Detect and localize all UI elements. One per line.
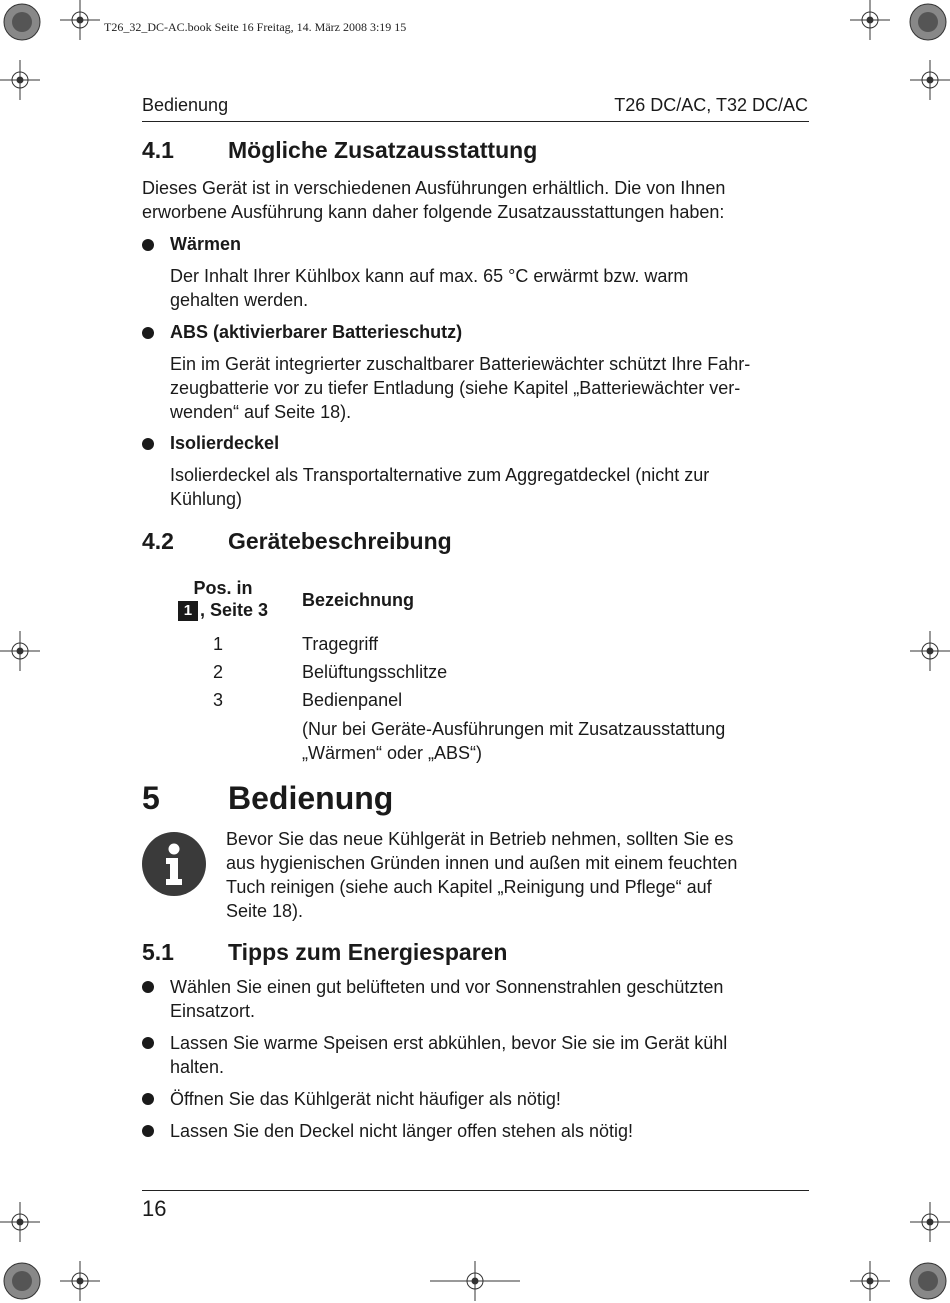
table-cell-name: Tragegriff xyxy=(302,634,379,654)
footer-rule xyxy=(142,1190,809,1191)
section-title: Mögliche Zusatzausstattung xyxy=(228,137,538,163)
header-line: Pos. in xyxy=(193,578,253,598)
info-note xyxy=(226,827,826,923)
text-line: aus hygienischen Gründen innen und außen mit einem feuchten xyxy=(226,853,738,873)
text-line: Kühlung) xyxy=(170,489,243,509)
intro-line: Dieses Gerät ist in verschiedenen Ausführungen erhältlich. Die von Ihnen xyxy=(142,178,726,198)
text-line: Lassen Sie warme Speisen erst abkühlen, bevor Sie sie im Gerät kühl xyxy=(170,1033,728,1053)
table-note xyxy=(302,717,822,765)
header-text: , Seite 3 xyxy=(199,600,269,620)
bullet-icon xyxy=(142,438,154,450)
section-heading-5-1 xyxy=(142,939,809,967)
text-line: gehalten werden. xyxy=(170,290,309,310)
starburst-mark xyxy=(4,1263,40,1299)
text-line: Ein im Gerät integrierter zuschaltbarer Batteriewächter schützt Ihre Fahr- xyxy=(170,354,751,374)
text-line: Isolierdeckel als Transportalternative zum Aggregatdeckel (nicht zur xyxy=(170,465,710,485)
crosshair-mark xyxy=(0,60,40,100)
table-cell-pos: 3 xyxy=(212,690,223,710)
intro-paragraph xyxy=(142,176,822,224)
text-line: Öffnen Sie das Kühlgerät nicht häufiger als nötig! xyxy=(170,1089,561,1109)
header-section-name: Bedienung xyxy=(142,95,229,115)
feature-title: ABS (aktivierbarer Batterieschutz) xyxy=(170,322,463,342)
table-cell-pos: 1 xyxy=(212,634,223,654)
table-header-position xyxy=(168,577,278,621)
section-number: 4.2 xyxy=(142,528,174,554)
starburst-mark xyxy=(910,1263,946,1299)
section-heading-4-2 xyxy=(142,528,809,556)
table-cell-name: Belüftungsschlitze xyxy=(302,662,448,682)
starburst-mark xyxy=(910,4,946,40)
feature-description xyxy=(170,264,830,312)
text-line: Der Inhalt Ihrer Kühlbox kann auf max. 65 °C erwärmt bzw. warm xyxy=(170,266,689,286)
text-line: Einsatzort. xyxy=(170,1001,256,1021)
feature-title: Wärmen xyxy=(170,234,242,254)
feature-description xyxy=(170,352,830,424)
crosshair-mark xyxy=(60,0,100,40)
crosshair-mark xyxy=(910,60,950,100)
chapter-number: 5 xyxy=(142,780,160,816)
section-number: 4.1 xyxy=(142,137,174,163)
info-icon xyxy=(142,832,206,896)
bullet-icon xyxy=(142,239,154,251)
text-line: Wählen Sie einen gut belüfteten und vor Sonnenstrahlen geschützten xyxy=(170,977,724,997)
section-number: 5.1 xyxy=(142,939,174,965)
crosshair-mark xyxy=(850,1261,890,1301)
crosshair-mark xyxy=(0,1202,40,1242)
chapter-title: Bedienung xyxy=(228,780,394,816)
crosshair-mark xyxy=(910,1202,950,1242)
bullet-icon xyxy=(142,1037,154,1049)
bullet-icon xyxy=(142,1125,154,1137)
tip-item xyxy=(170,1119,830,1143)
text-line: Bevor Sie das neue Kühlgerät in Betrieb nehmen, sollten Sie es xyxy=(226,829,734,849)
section-heading-4-1 xyxy=(142,137,809,165)
crosshair-mark xyxy=(850,0,890,40)
feature-description xyxy=(170,463,830,511)
table-cell-pos: 2 xyxy=(212,662,223,682)
section-title: Gerätebeschreibung xyxy=(228,528,452,554)
table-header-designation: Bezeichnung xyxy=(302,590,415,610)
intro-line: erworbene Ausführung kann daher folgende Zusatzausstattungen haben: xyxy=(142,202,725,222)
header-line xyxy=(168,599,278,621)
table-cell-name: Bedienpanel xyxy=(302,690,403,710)
crosshair-mark xyxy=(430,1261,520,1301)
bullet-icon xyxy=(142,327,154,339)
header-rule xyxy=(142,121,809,122)
text-line: (Nur bei Geräte-Ausführungen mit Zusatzausstattung xyxy=(302,719,726,739)
print-info: T26_32_DC-AC.book Seite 16 Freitag, 14. März 2008 3:19 15 xyxy=(104,20,407,34)
text-line: zeugbatterie vor zu tiefer Entladung (siehe Kapitel „Batteriewächter ver- xyxy=(170,378,741,398)
text-line: halten. xyxy=(170,1057,225,1077)
tip-item xyxy=(170,1087,830,1111)
feature-title: Isolierdeckel xyxy=(170,433,280,453)
tip-item xyxy=(170,975,830,1023)
crosshair-mark xyxy=(0,631,40,671)
bullet-icon xyxy=(142,981,154,993)
text-line: Seite 18). xyxy=(226,901,304,921)
text-line: wenden“ auf Seite 18). xyxy=(170,402,352,422)
section-title: Tipps zum Energiesparen xyxy=(228,939,508,965)
bullet-icon xyxy=(142,1093,154,1105)
tip-item xyxy=(170,1031,830,1079)
crosshair-mark xyxy=(910,631,950,671)
page-number: 16 xyxy=(142,1196,167,1221)
figure-reference-badge: 1 xyxy=(178,601,198,621)
chapter-heading-5 xyxy=(142,780,809,820)
header-model-name: T26 DC/AC, T32 DC/AC xyxy=(614,95,808,115)
starburst-mark xyxy=(4,4,40,40)
text-line: Lassen Sie den Deckel nicht länger offen stehen als nötig! xyxy=(170,1121,633,1141)
text-line: Tuch reinigen (siehe auch Kapitel „Reinigung und Pflege“ auf xyxy=(226,877,712,897)
crosshair-mark xyxy=(60,1261,100,1301)
text-line: „Wärmen“ oder „ABS“) xyxy=(302,743,483,763)
